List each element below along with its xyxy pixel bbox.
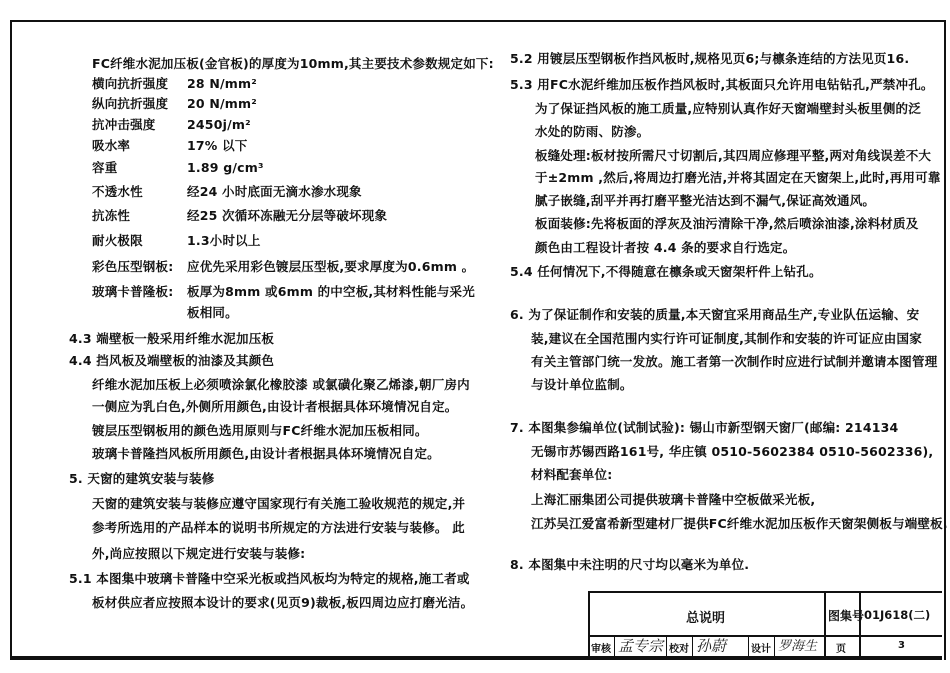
section-4-3: 4.3 端壁板一般采用纤维水泥加压板 xyxy=(69,331,275,346)
paragraph-line: 颜色由工程设计者按 4.4 条的要求自行选定。 xyxy=(535,240,796,255)
prop-label: 耐火极限 xyxy=(92,233,143,248)
paragraph-line: 有关主管部门统一发放。施工者第一次制作时应进行试制并邀请本图管理 xyxy=(531,354,938,369)
paragraph-line: 江苏吴江爱富希新型建材厂提供FC纤维水泥加压板作天窗架侧板与端壁板. xyxy=(531,516,948,531)
paragraph-line: 镀层压型钢板用的颜色选用原则与FC纤维水泥加压板相同。 xyxy=(92,423,428,438)
prop-value: 2450j/m² xyxy=(187,117,251,132)
steel-label: 彩色压型钢板: xyxy=(92,259,174,274)
sheet-title: 总说明 xyxy=(686,611,726,626)
section-5: 5. 天窗的建筑安装与装修 xyxy=(69,471,215,486)
paragraph-line: 外,尚应按照以下规定进行安装与装修: xyxy=(92,546,306,561)
paragraph-line: 水处的防雨、防渗。 xyxy=(535,124,650,139)
page-label: 页 xyxy=(836,644,846,655)
glass-text: 板厚为8mm 或6mm 的中空板,其材料性能与采光 xyxy=(187,284,475,299)
steel-text: 应优先采用彩色镀层压型板,要求厚度为0.6mm 。 xyxy=(187,259,475,274)
section-6: 6. 为了保证制作和安装的质量,本天窗宜采用商品生产,专业队伍运输、安 xyxy=(510,307,920,322)
section-4-4: 4.4 挡风板及端壁板的油漆及其颜色 xyxy=(69,353,275,368)
section-5-1: 5.1 本图集中玻璃卡普隆中空采光板或挡风板均为特定的规格,施工者或 xyxy=(69,571,470,586)
paragraph-line: 板材供应者应按照本设计的要求(见页9)裁板,板四周边应打磨光洁。 xyxy=(92,595,474,610)
prop-label: 不透水性 xyxy=(92,184,143,199)
paragraph-line: 装,建议在全国范围内实行许可证制度,其制作和安装的许可证应由国家 xyxy=(531,331,922,346)
paragraph-line: 腻子嵌缝,刮平并再打磨平整光洁达到不漏气,保证高效通风。 xyxy=(535,193,876,208)
prop-value: 1.3小时以上 xyxy=(187,233,261,248)
prop-label: 吸水率 xyxy=(92,138,131,153)
atlas-number: 01J618(二) xyxy=(864,608,931,622)
paragraph-line: 玻璃卡普隆挡风板所用颜色,由设计者根据具体环境情况自定。 xyxy=(92,446,440,461)
prop-value: 经25 次循环冻融无分层等破坏现象 xyxy=(187,208,388,223)
prop-label: 横向抗折强度 xyxy=(92,76,169,91)
prop-value: 28 N/mm² xyxy=(187,76,257,91)
section-8: 8. 本图集中未注明的尺寸均以毫米为单位. xyxy=(510,557,750,572)
page-number: 3 xyxy=(898,640,905,651)
paragraph-line: 于±2mm ,然后,将周边打磨光洁,并将其固定在天窗架上,此时,再用可靠 xyxy=(535,170,941,185)
paragraph-line: 与设计单位监制。 xyxy=(531,377,633,392)
paragraph-line: 无锡市苏锡西路161号, 华庄镇 0510-5602384 0510-5602336), xyxy=(531,444,934,459)
glass-label: 玻璃卡普隆板: xyxy=(92,284,174,299)
prop-value: 经24 小时底面无滴水渗水现象 xyxy=(187,184,362,199)
design-label: 设计 xyxy=(751,644,771,655)
section-5-2: 5.2 用镀层压型钢板作挡风板时,规格见页6;与檩条连结的方法见页16. xyxy=(510,51,910,66)
paragraph-line: 板缝处理:板材按所需尺寸切割后,其四周应修理平整,两对角线误差不大 xyxy=(535,148,932,163)
prop-label: 纵向抗折强度 xyxy=(92,96,169,111)
check-signature: 孙蔚 xyxy=(696,637,727,655)
prop-label: 容重 xyxy=(92,160,118,175)
prop-label: 抗冻性 xyxy=(92,208,131,223)
review-label: 审核 xyxy=(591,644,611,655)
intro-text: FC纤维水泥加压板(金官板)的厚度为10mm,其主要技术参数规定如下: xyxy=(92,56,494,71)
paragraph-line: 一侧应为乳白色,外侧所用颜色,由设计者根据具体环境情况自定。 xyxy=(92,399,458,414)
glass-text-cont: 板相同。 xyxy=(187,305,238,320)
check-label: 校对 xyxy=(669,644,689,655)
prop-value: 17% 以下 xyxy=(187,138,248,153)
paragraph-line: 上海汇丽集团公司提供玻璃卡普隆中空板做采光板, xyxy=(531,492,816,507)
title-block xyxy=(588,591,942,656)
prop-value: 1.89 g/cm³ xyxy=(187,160,264,175)
paragraph-line: 参考所选用的产品样本的说明书所规定的方法进行安装与装修。 此 xyxy=(92,520,465,535)
prop-label: 抗冲击强度 xyxy=(92,117,156,132)
paragraph-line: 板面装修:先将板面的浮灰及油污清除干净,然后喷涂油漆,涂料材质及 xyxy=(535,216,919,231)
paragraph-line: 天窗的建筑安装与装修应遵守国家现行有关施工验收规范的规定,并 xyxy=(92,496,466,511)
section-7: 7. 本图集参编单位(试制试验): 锡山市新型钢天窗厂(邮编: 214134 xyxy=(510,420,899,435)
section-5-4: 5.4 任何情况下,不得随意在檩条或天窗架杆件上钻孔。 xyxy=(510,264,822,279)
paragraph-line: 纤维水泥加压板上必须喷涂氯化橡胶漆 或氯磺化聚乙烯漆,朝厂房内 xyxy=(92,377,470,392)
paragraph-line: 为了保证挡风板的施工质量,应特别认真作好天窗端壁封头板里侧的泛 xyxy=(535,101,921,116)
section-5-3: 5.3 用FC水泥纤维加压板作挡风板时,其板面只允许用电钻钻孔,严禁冲孔。 xyxy=(510,77,934,92)
design-signature: 罗海生 xyxy=(778,639,818,654)
atlas-label: 图集号 xyxy=(828,609,865,623)
review-signature: 孟专宗 xyxy=(618,637,664,655)
paragraph-line: 材料配套单位: xyxy=(531,467,613,482)
sheet-border-bottom xyxy=(10,656,942,660)
prop-value: 20 N/mm² xyxy=(187,96,257,111)
